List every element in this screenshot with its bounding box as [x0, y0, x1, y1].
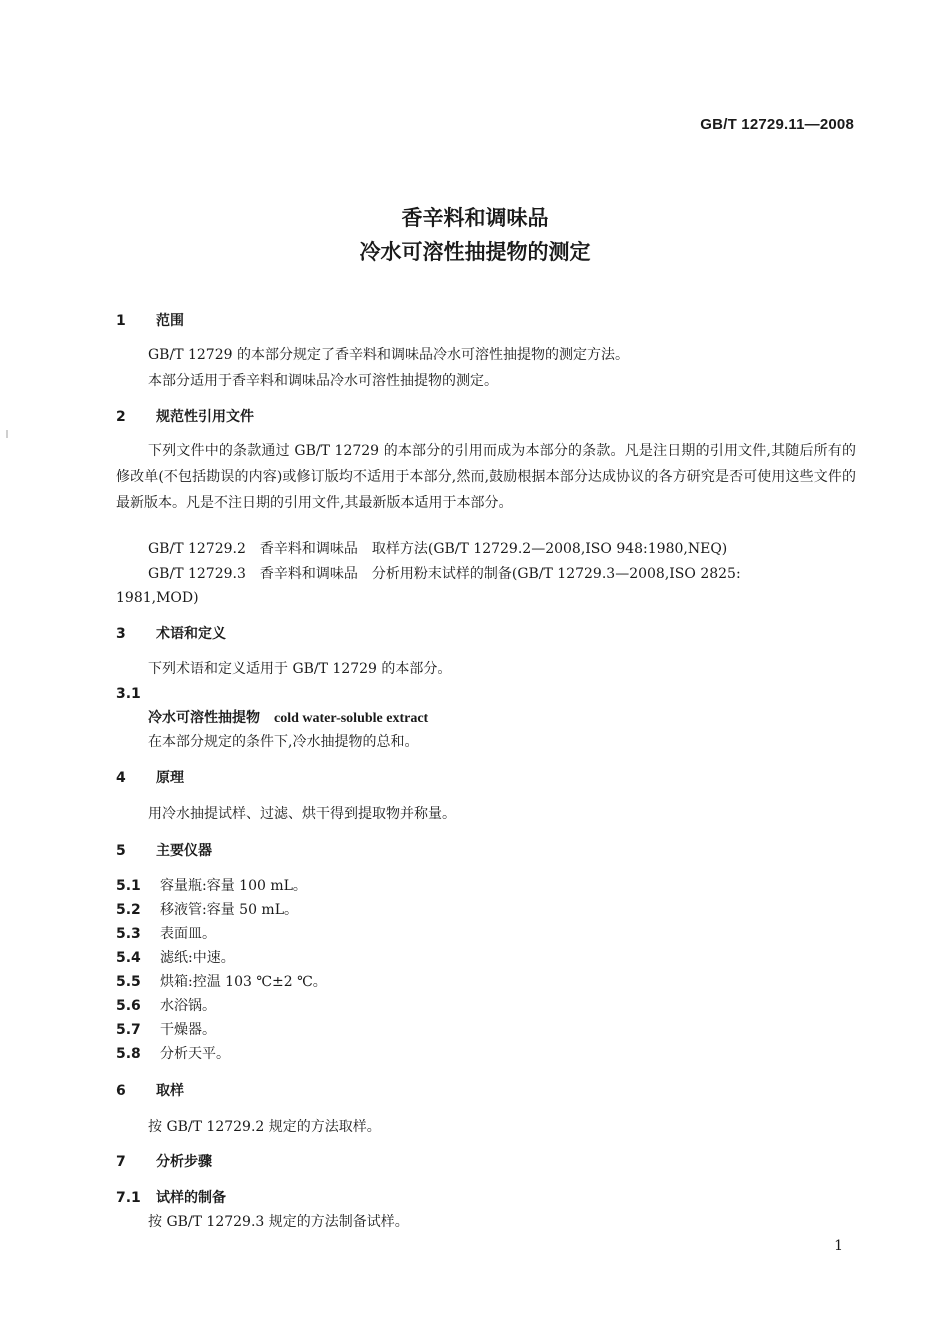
reference-2: GB/T 12729.3 香辛料和调味品 分析用粉末试样的制备(GB/T 12729.3—2008,ISO 2825:	[148, 566, 741, 582]
subsection-7-1-heading: 7.1 试样的制备	[116, 1190, 226, 1206]
title-line-2: 冷水可溶性抽提物的测定	[359, 240, 591, 264]
term-chinese: 冷水可溶性抽提物	[148, 710, 260, 726]
subsection-3-1-number: 3.1	[116, 686, 141, 702]
section-1-paragraph-1: GB/T 12729 的本部分规定了香辛料和调味品冷水可溶性抽提物的测定方法。	[148, 347, 629, 363]
section-7-1-paragraph: 按 GB/T 12729.3 规定的方法制备试样。	[148, 1214, 409, 1230]
section-7-heading: 7 分析步骤	[116, 1154, 212, 1170]
list-item: 5.6 水浴锅。	[116, 998, 216, 1014]
section-2-paragraph: 下列文件中的条款通过 GB/T 12729 的本部分的引用而成为本部分的条款。凡是注日期的引用文件,其随后所有的修改单(不包括勘误的内容)或修订版均不适用于本部分,然而,鼓励根据本部分达成协议的各方研究是否可使用这些文件的最新版本。凡是不注日期的引用文件,其最新版本适用于本部分。	[116, 443, 856, 511]
list-item: 5.3 表面皿。	[116, 926, 216, 942]
section-1-paragraph-2: 本部分适用于香辛料和调味品冷水可溶性抽提物的测定。	[148, 373, 498, 389]
list-item: 5.2 移液管:容量 50 mL。	[116, 902, 299, 918]
list-item: 5.7 干燥器。	[116, 1022, 216, 1038]
term-entry	[148, 709, 428, 728]
section-1-heading: 1 范围	[116, 313, 184, 329]
scan-edge-mark	[6, 430, 8, 438]
standard-number: GB/T 12729.11—2008	[700, 116, 854, 133]
section-3-heading: 3 术语和定义	[116, 626, 226, 642]
section-5-heading: 5 主要仪器	[116, 843, 212, 859]
list-item: 5.1 容量瓶:容量 100 mL。	[116, 878, 307, 894]
list-item: 5.4 滤纸:中速。	[116, 950, 235, 966]
section-2-heading: 2 规范性引用文件	[116, 409, 254, 425]
title-line-1: 香辛料和调味品	[401, 206, 549, 230]
term-definition: 在本部分规定的条件下,冷水抽提物的总和。	[148, 734, 419, 750]
list-item: 5.8 分析天平。	[116, 1046, 230, 1062]
page-number: 1	[834, 1238, 843, 1254]
list-item: 5.5 烘箱:控温 103 ℃±2 ℃。	[116, 974, 327, 990]
reference-1: GB/T 12729.2 香辛料和调味品 取样方法(GB/T 12729.2—2008,ISO 948:1980,NEQ)	[148, 541, 728, 557]
term-english: cold water-soluble extract	[274, 711, 429, 726]
section-4-heading: 4 原理	[116, 770, 184, 786]
section-6-heading: 6 取样	[116, 1083, 184, 1099]
section-3-paragraph: 下列术语和定义适用于 GB/T 12729 的本部分。	[148, 661, 452, 677]
section-6-paragraph: 按 GB/T 12729.2 规定的方法取样。	[148, 1119, 381, 1135]
section-4-paragraph: 用冷水抽提试样、过滤、烘干得到提取物并称量。	[148, 806, 456, 822]
reference-2-continued: 1981,MOD)	[116, 590, 199, 606]
